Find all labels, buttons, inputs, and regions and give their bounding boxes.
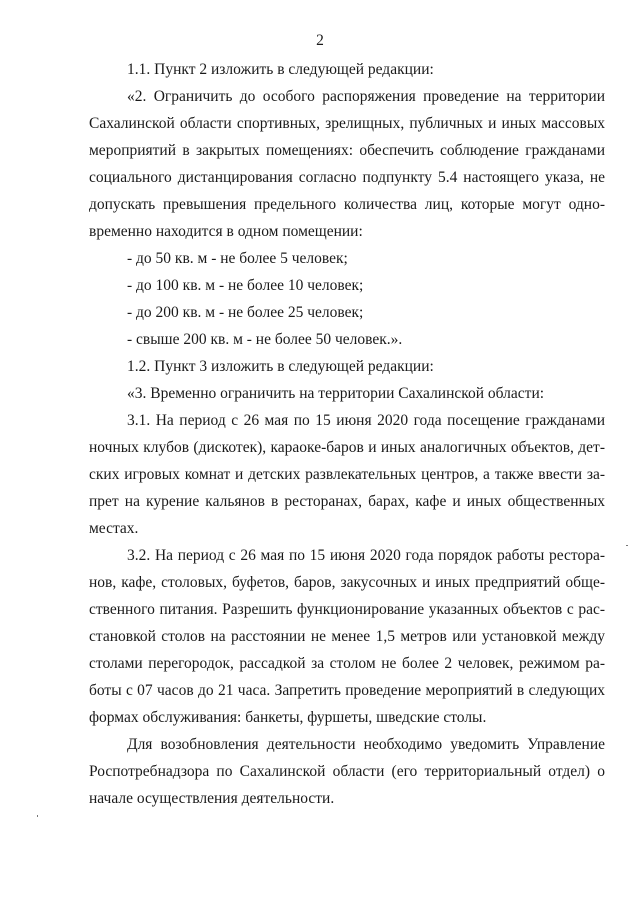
text-line: боты с 07 часов до 21 часа. Запретить проведение мероприятий в следующих <box>89 682 605 699</box>
text-line: местах. <box>89 520 139 537</box>
text-line: допускать превышения предельного количества лиц, которые могут одно- <box>89 196 605 213</box>
text-line: Для возобновления деятельности необходимо уведомить Управление <box>127 736 605 753</box>
text-line: временно находится в одном помещении: <box>89 223 363 240</box>
text-line: «3. Временно ограничить на территории Сахалинской области: <box>127 385 545 402</box>
text-line: социального дистанцирования согласно подпункту 5.4 настоящего указа, не <box>89 169 605 186</box>
text-line: столами перегородок, рассадкой за столом не более 2 человек, режимом ра- <box>89 655 605 672</box>
text-line: нов, кафе, столовых, буфетов, баров, закусочных и иных предприятий обще- <box>89 574 605 591</box>
text-line: Роспотребнадзора по Сахалинской области (его территориальный отдел) о <box>89 763 605 780</box>
text-line: 1.1. Пункт 2 изложить в следующей редакции: <box>127 61 434 78</box>
text-line: Сахалинской области спортивных, зрелищных, публичных и иных массовых <box>89 115 605 132</box>
text-line: мероприятий в закрытых помещениях: обеспечить соблюдение гражданами <box>89 142 605 159</box>
text-line: становкой столов на расстоянии не менее 1,5 метров или установкой между <box>89 628 605 645</box>
scan-speck <box>37 815 38 817</box>
text-line: 3.2. На период с 26 мая по 15 июня 2020 года порядок работы рестора- <box>127 547 605 564</box>
list-item: - свыше 200 кв. м - не более 50 человек.». <box>127 331 403 348</box>
text-line: ских игровых комнат и детских развлекательных центров, а также ввести за- <box>89 466 605 483</box>
text-line: ночных клубов (дискотек), караоке-баров и иных аналогичных объектов, дет- <box>89 439 605 456</box>
text-line: «2. Ограничить до особого распоряжения проведение на территории <box>127 88 605 105</box>
text-line: 1.2. Пункт 3 изложить в следующей редакции: <box>127 358 434 375</box>
list-item: - до 200 кв. м - не более 25 человек; <box>127 304 364 321</box>
list-item: - до 50 кв. м - не более 5 человек; <box>127 250 348 267</box>
text-line: формах обслуживания: банкеты, фуршеты, шведские столы. <box>89 709 487 726</box>
scan-speck <box>626 545 628 546</box>
text-line: начале осуществления деятельности. <box>89 790 335 807</box>
page-number: 2 <box>316 32 324 49</box>
list-item: - до 100 кв. м - не более 10 человек; <box>127 277 364 294</box>
text-line: прет на курение кальянов в ресторанах, барах, кафе и иных общественных <box>89 493 605 510</box>
text-line: 3.1. На период с 26 мая по 15 июня 2020 года посещение гражданами <box>127 412 605 429</box>
text-line: ственного питания. Разрешить функционирование указанных объектов с рас- <box>89 601 605 618</box>
